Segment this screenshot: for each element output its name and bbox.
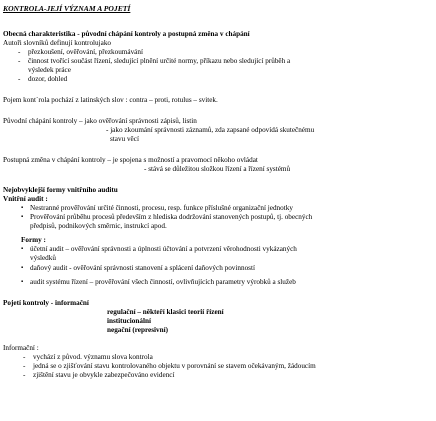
list-item-continuation: výsledků <box>30 254 56 262</box>
list-item-continuation: předpisů, podnikových směrnic, instrukcí apod. <box>30 222 167 230</box>
list-item: ▪ Nestranné prověřování určité činnosti, procesu, resp. funkce příslušné organizační jednotky <box>30 204 293 213</box>
list-item: ▪ daňový audit - ověřování správnosti stanovení a splácení daňových povinností <box>30 264 255 273</box>
list-item: - zjištění stavu je obvykle zabezpečováno evidencí <box>33 371 175 380</box>
original-meaning: Původní chápání kontroly – jako ověřování správnosti zápisů, listin <box>3 117 197 125</box>
origin-text: Pojem kont`rola pochází z latinských slov : contra – proti, rotulus – svitek. <box>3 96 218 104</box>
concept-regulatory: regulační – někteří klasici teorií řízení <box>107 308 224 316</box>
gradual-change-cont: - stává se důležitou složkou řízení a řízení systémů <box>144 165 291 173</box>
list-item: - vychází z původ. významu slova kontrola <box>33 353 153 362</box>
section-heading-control-concept: Pojetí kontroly - informační <box>3 299 89 307</box>
list-item: - činnost tvořící součást řízení, sledující plnění určité normy, příkazu nebo sledující průběh a <box>28 57 290 66</box>
list-item: - dozor, dohled <box>28 75 67 84</box>
original-meaning-cont: stavu věcí <box>110 135 139 143</box>
list-item: ▪ Prověřování průběhu procesů především z hlediska dodržování stanovených postupů, tj. obecných <box>30 213 312 222</box>
concept-negation: negační (represivní) <box>107 326 169 334</box>
document-title: KONTROLA-JEJÍ VÝZNAM A POJETÍ <box>3 4 131 13</box>
list-item: - jedná se o zjišťování stavu kontrolovaného objektu v porovnání se stavem očekávaným, žádoucím <box>33 362 316 371</box>
gradual-change: Postupná změna v chápání kontroly – je spojena s možností a pravomocí někoho ovládat <box>3 156 258 164</box>
list-item: ▪ účetní audit – ověřování správnosti a úplnosti účtování a potvrzení věrohodnosti vykázaných <box>30 245 297 254</box>
informational-label: Informační : <box>3 344 39 352</box>
forms-label: Formy : <box>21 236 46 244</box>
list-item: - přezkoušení, ověřování, přezkoumávání <box>28 48 143 57</box>
section-heading-internal-audit: Nejobvyklejší formy vnitřního auditu <box>3 186 118 194</box>
list-item-continuation: výsledek práce <box>28 66 71 74</box>
section-heading-characteristics: Obecná charakteristika - původní chápání kontroly a postupná změna v chápání <box>3 30 250 38</box>
original-meaning-cont: - jako zkoumání správnosti záznamů, zda zapsané odpovídá skutečnému <box>106 126 315 134</box>
concept-institutional: institucionální <box>107 317 151 325</box>
internal-audit-label: Vnitřní audit : <box>3 195 48 203</box>
list-item: ▪ audit systému řízení – prověřování všech činností, ovlivňujících parametry výrobků a služeb <box>30 278 296 287</box>
definition-intro: Autoři slovníků definují kontrolujako <box>3 39 112 47</box>
